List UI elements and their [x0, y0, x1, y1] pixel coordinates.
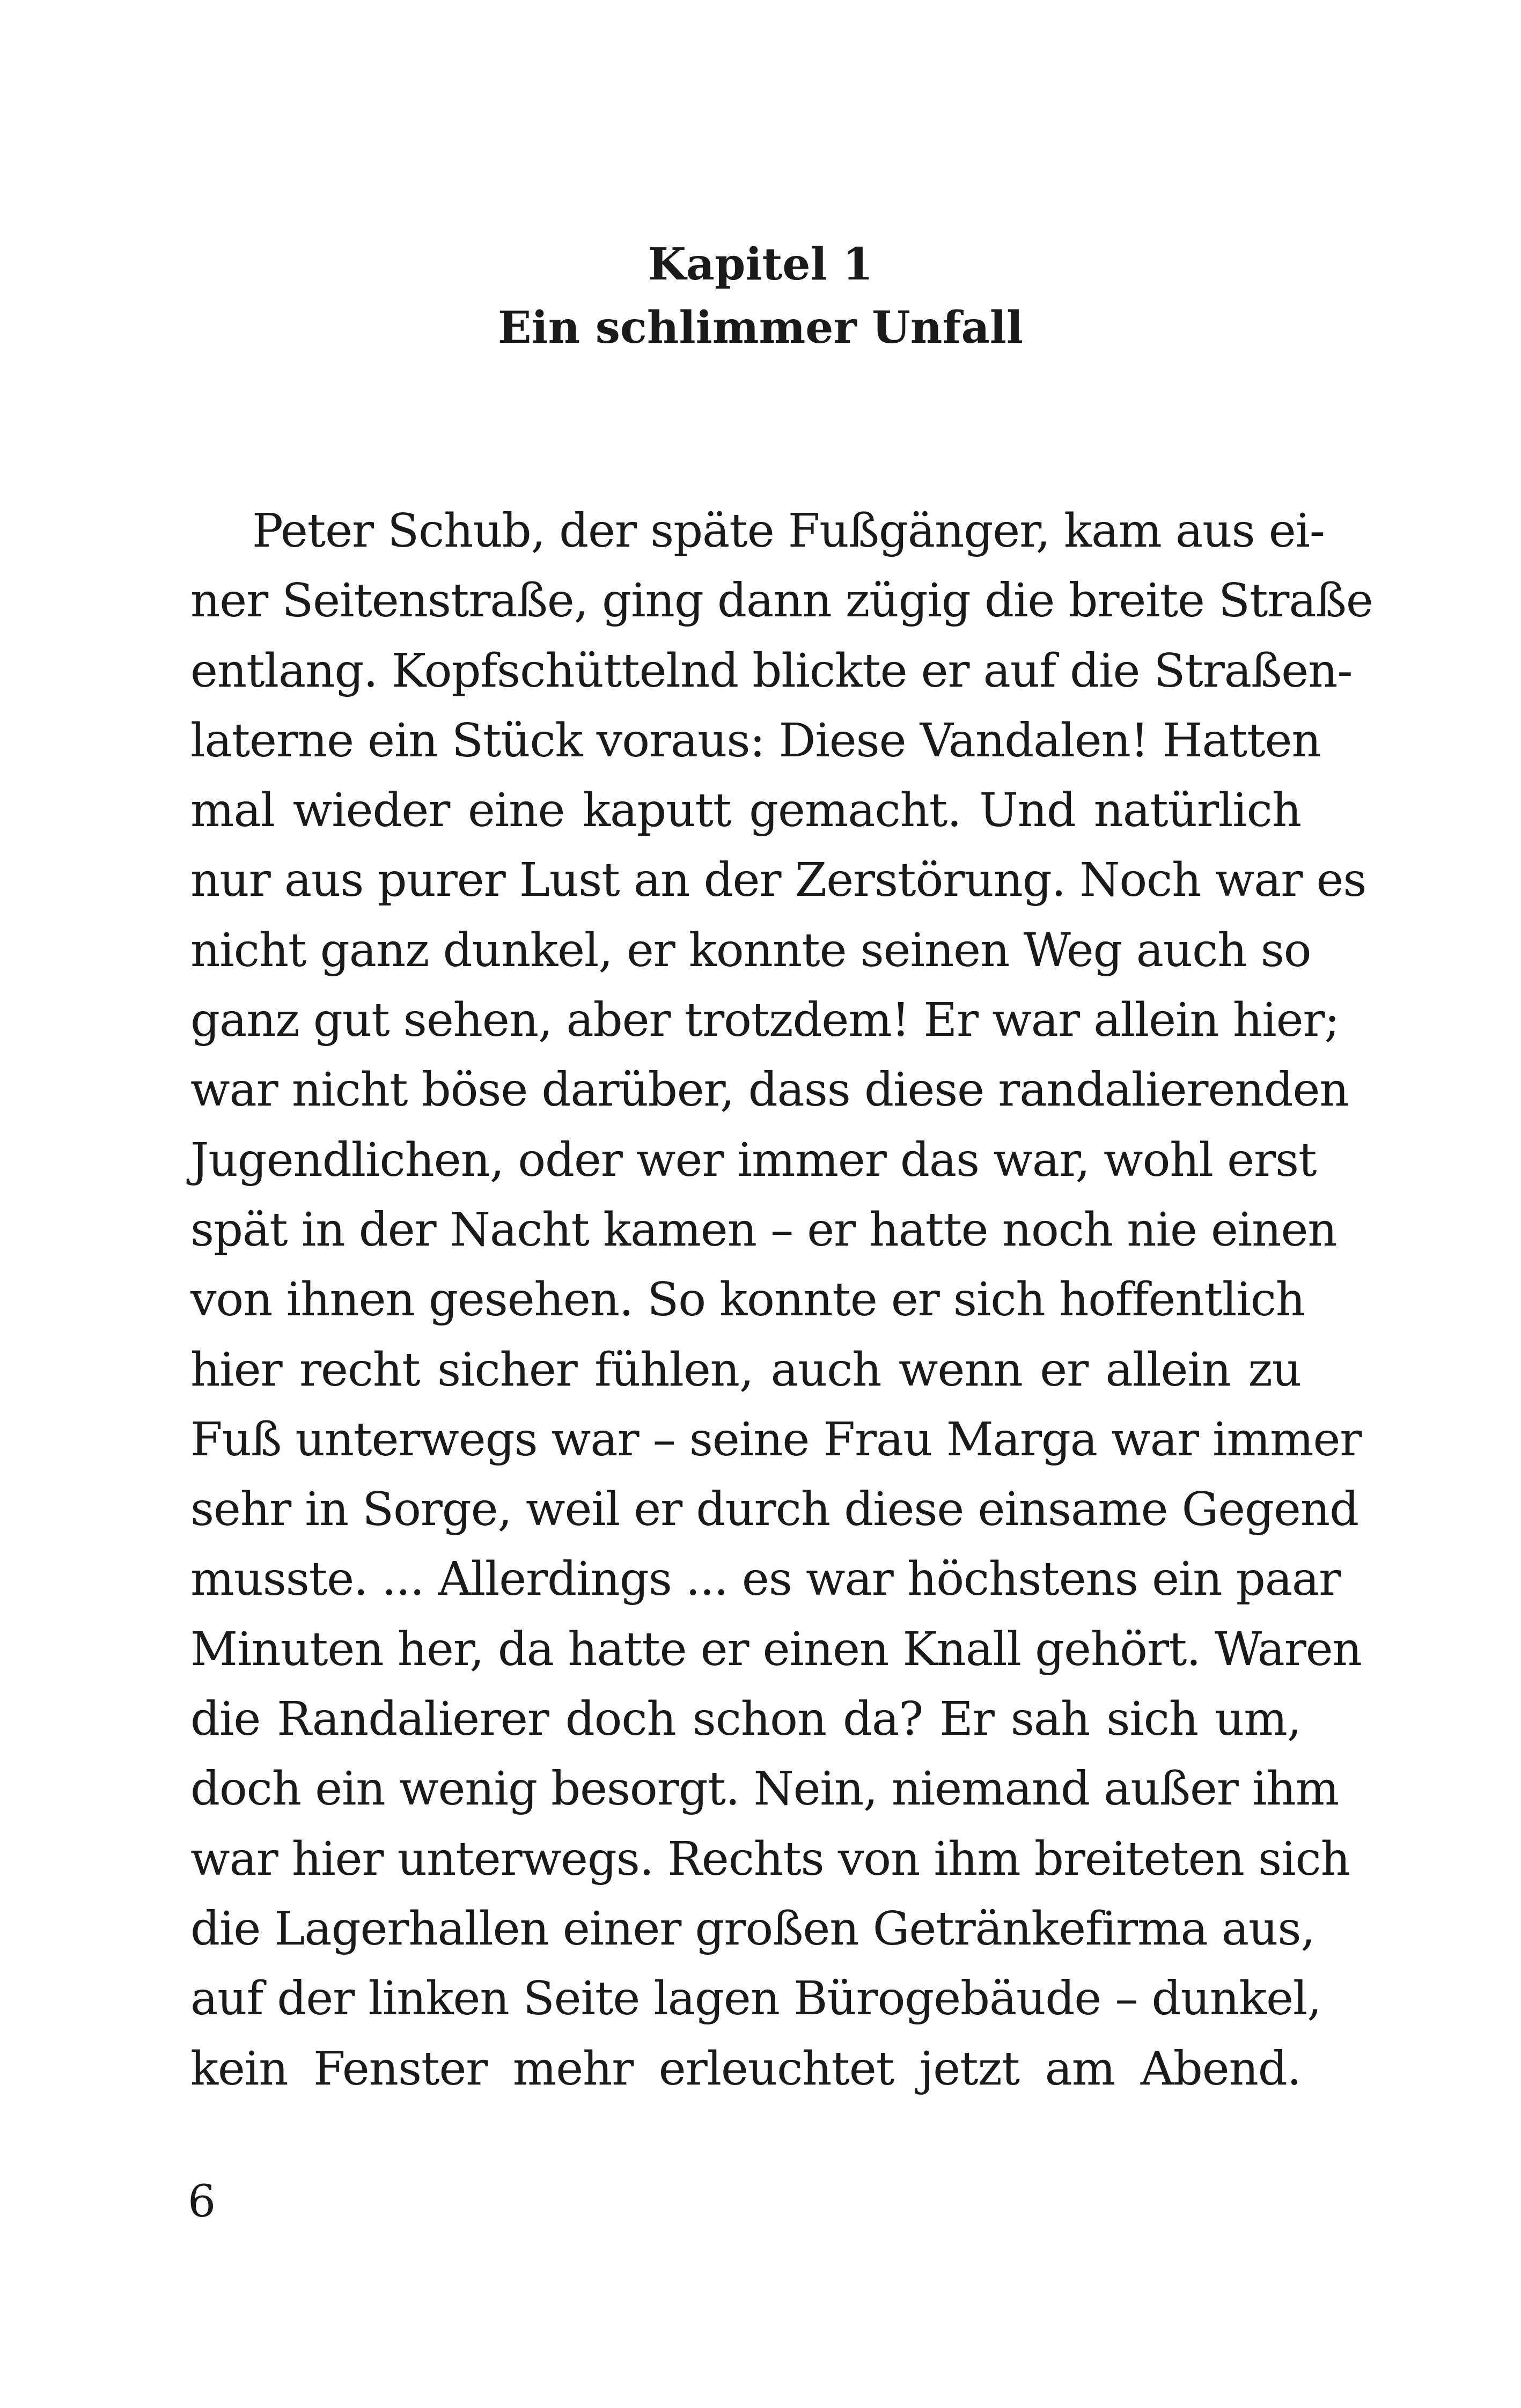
- text-line: war nicht böse darüber, dass diese randalierenden: [190, 1063, 1349, 1117]
- text-line: Minuten her, da hatte er einen Knall gehört. Waren: [190, 1622, 1362, 1676]
- text-line: von ihnen gesehen. So konnte er sich hoffentlich: [190, 1273, 1305, 1327]
- body-paragraph: [190, 496, 1373, 2104]
- text-line: die Lagerhallen einer großen Getränkefirma aus,: [190, 1902, 1315, 1956]
- text-line: doch ein wenig besorgt. Nein, niemand außer ihm: [190, 1762, 1339, 1816]
- text-line: die Randalierer doch schon da? Er sah sich um,: [190, 1692, 1301, 1747]
- chapter-title: Ein schlimmer Unfall: [497, 302, 1024, 354]
- text-line: war hier unterwegs. Rechts von ihm breiteten sich: [190, 1832, 1350, 1886]
- text-line: nur aus purer Lust an der Zerstörung. Noch war es: [190, 853, 1366, 908]
- text-line: laterne ein Stück voraus: Diese Vandalen! Hatten: [190, 713, 1321, 768]
- chapter-number: Kapitel 1: [648, 239, 873, 290]
- text-line: Peter Schub, der späte Fußgänger, kam aus ei-: [252, 504, 1325, 558]
- page-number: 6: [188, 2176, 216, 2227]
- text-line: nicht ganz dunkel, er konnte seinen Weg auch so: [190, 923, 1311, 977]
- text-line: musste. ... Allerdings ... es war höchstens ein paar: [190, 1552, 1341, 1607]
- text-line: mal wieder eine kaputt gemacht. Und natürlich: [190, 784, 1301, 838]
- text-line: auf der linken Seite lagen Bürogebäude – dunkel,: [190, 1972, 1321, 2026]
- text-line: Jugendlichen, oder wer immer das war, wohl erst: [190, 1133, 1317, 1187]
- text-line: sehr in Sorge, weil er durch diese einsame Gegend: [190, 1483, 1359, 1537]
- text-line: spät in der Nacht kamen – er hatte noch nie einen: [190, 1203, 1337, 1257]
- text-line: hier recht sicher fühlen, auch wenn er allein zu: [190, 1343, 1301, 1397]
- text-line: kein Fenster mehr erleuchtet jetzt am Abend.: [190, 2042, 1301, 2096]
- text-line: Fuß unterwegs war – seine Frau Marga war immer: [190, 1412, 1362, 1467]
- text-line: entlang. Kopfschüttelnd blickte er auf die Straßen-: [190, 644, 1353, 698]
- text-line: ganz gut sehen, aber trotzdem! Er war allein hier;: [190, 993, 1340, 1048]
- text-line: ner Seitenstraße, ging dann zügig die breite Straße: [190, 574, 1373, 628]
